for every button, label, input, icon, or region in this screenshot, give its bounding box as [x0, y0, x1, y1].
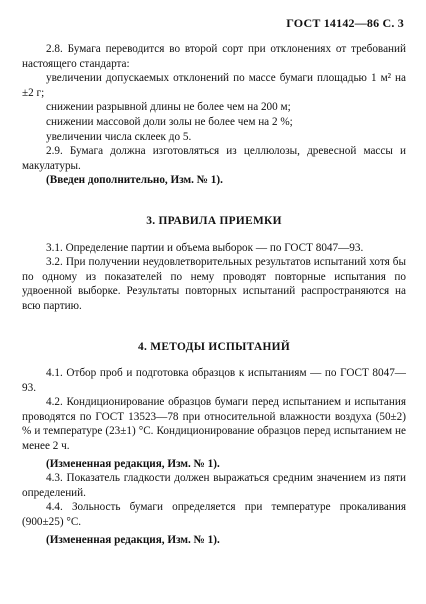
- amendment-note: (Измененная редакция, Изм. № 1).: [46, 457, 220, 470]
- amendment-note: (Введен дополнительно, Изм. № 1).: [46, 174, 223, 187]
- paragraph-3-2: 3.2. При получении неудовлетворительных результатов испытаний хотя бы по одному из показателей по нему проводят повторные испытания по удвоенной выборке. Результаты повторных испытаний распространяются на всю партию.: [22, 256, 406, 312]
- amendment-note: (Измененная редакция, Изм. № 1).: [46, 533, 220, 546]
- document-body: [22, 42, 406, 547]
- paragraph-2-8-item: увеличении допускаемых отклонений по массе бумаги площадью 1 м² на ±2 г;: [22, 72, 406, 99]
- paragraph-4-3: 4.3. Показатель гладкости должен выражаться средним значением из пяти определений.: [22, 472, 406, 499]
- paragraph-4-2: 4.2. Кондиционирование образцов бумаги перед испытанием и испытания проводятся по ГОСТ 13523—78 при относительной влажности воздуха (50±2) % и температуре (23±1) °С. Кондиционирование образцов перед испытанием не менее 2 ч.: [22, 396, 406, 453]
- paragraph-2-9: 2.9. Бумага должна изготовляться из целлюлозы, древесной массы и макулатуры.: [22, 145, 406, 172]
- paragraph-2-8-item: снижении массовой доли золы не более чем на 2 %;: [46, 115, 293, 128]
- section-title: 3. ПРАВИЛА ПРИЕМКИ: [146, 214, 282, 227]
- paragraph-2-8-item: снижении разрывной длины не более чем на 200 м;: [46, 101, 291, 114]
- paragraph-2-8: 2.8. Бумага переводится во второй сорт при отклонениях от требований настоящего стандарта:: [22, 43, 406, 70]
- page-header: ГОСТ 14142—86 С. 3: [286, 16, 404, 30]
- section-title: 4. МЕТОДЫ ИСПЫТАНИЙ: [137, 340, 290, 353]
- paragraph-3-1: 3.1. Определение партии и объема выборок — по ГОСТ 8047—93.: [46, 241, 364, 254]
- paragraph-2-8-item: увеличении числа склеек до 5.: [46, 130, 192, 143]
- paragraph-4-1: 4.1. Отбор проб и подготовка образцов к испытаниям — по ГОСТ 8047—93.: [22, 367, 406, 394]
- paragraph-4-4: 4.4. Зольность бумаги определяется при температуре прокаливания (900±25) °С.: [22, 501, 406, 529]
